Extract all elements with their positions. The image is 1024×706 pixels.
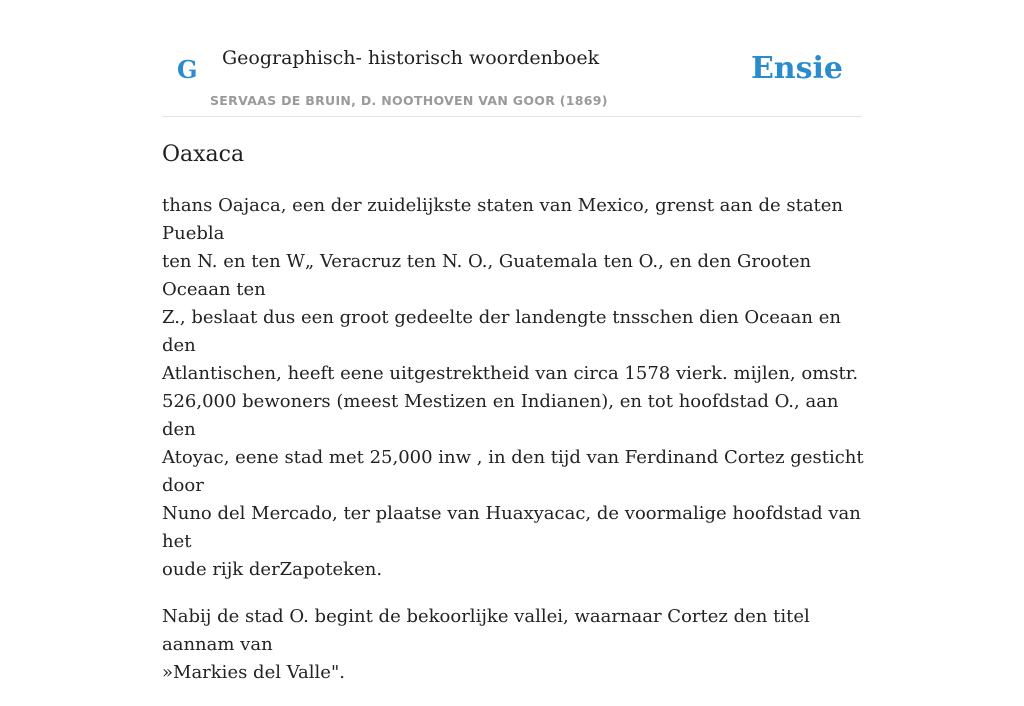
entry-paragraph: Nabij de stad O. begint de bekoorlijke vallei, waarnaar Cortez den titel aannam van »Markies del Valle". — [162, 606, 810, 683]
site-header — [162, 0, 862, 117]
entry-body — [162, 192, 864, 706]
entry-title: Oaxaca — [162, 142, 245, 167]
page — [162, 0, 864, 683]
book-title-link[interactable]: Geographisch- historisch woordenboek — [222, 47, 600, 69]
book-author: SERVAAS DE BRUIN, D. NOOTHOVEN VAN GOOR (1869) — [210, 93, 608, 108]
entry-paragraph: thans Oajaca, een der zuidelijkste staten van Mexico, grenst aan de staten Puebla ten N. en ten W„ Veracruz ten N. O., Guatemala ten O., en den Grooten Oceaan ten Z., beslaat dus een groot gedeelte der landengte tnsschen dien Oceaan en den Atlantischen, heeft eene uitgestrektheid van circa 1578 vierk. mijlen, omstr. 526,000 bewoners (meest Mestizen en Indianen), en tot hoofdstad O., aan den Atoyac, eene stad met 25,000 inw , in den tijd van Ferdinand Cortez gesticht door Nuno del Mercado, ter plaatse van Huaxyacac, de voormalige hoofdstad van het oude rijk derZapoteken. — [162, 195, 864, 580]
book-logo-icon[interactable]: G — [177, 55, 198, 84]
ensie-logo-link[interactable]: Ensie — [750, 51, 843, 86]
